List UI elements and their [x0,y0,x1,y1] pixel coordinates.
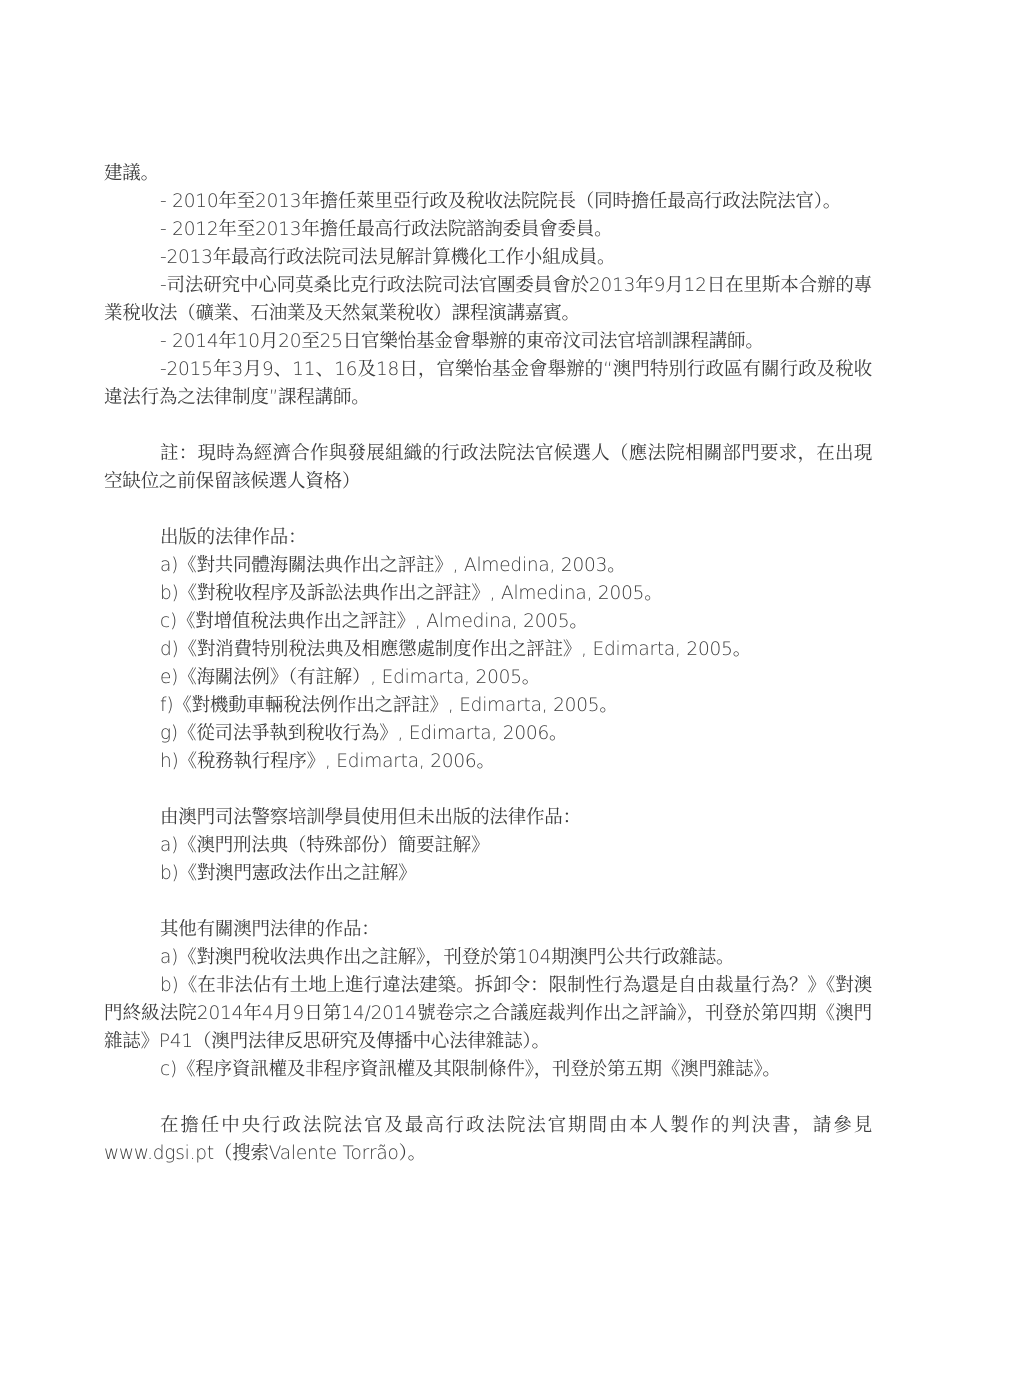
unpublished-heading: 由澳門司法警察培訓學員使用但未出版的法律作品： [160,807,581,828]
spacer [104,496,872,524]
spacer [104,888,872,916]
published-item: d)《對消費特別稅法典及相應懲處制度作出之評註》, Edimarta, 2005。 [160,639,751,660]
unpublished-item: a)《澳門刑法典（特殊部份）簡要註解》 [160,835,490,856]
published-item: b)《對稅收程序及訴訟法典作出之評註》, Almedina, 2005。 [160,583,663,604]
spacer [104,1084,872,1112]
published-heading: 出版的法律作品： [160,527,307,548]
continuation-text: 建議。 [104,163,159,184]
career-item: - 2012年至2013年擔任最高行政法院諮詢委員會委員。 [160,219,613,240]
document-page [104,160,872,1168]
published-item: e)《海關法例》（有註解）, Edimarta, 2005。 [160,667,541,688]
other-item: b)《在非法佔有土地上進行違法建築。拆卸令：限制性行為還是自由裁量行為？》《對澳門終級法院2014年4月9日第14/2014號卷宗之合議庭裁判作出之評論》，刊登於第四期《澳門雜誌》P41（澳門法律反思研究及傳播中心法律雜誌）。 [104,975,872,1052]
other-item: a)《對澳門稅收法典作出之註解》，刊登於第104期澳門公共行政雜誌。 [160,947,735,968]
published-item: f)《對機動車輛稅法例作出之評註》, Edimarta, 2005。 [160,695,618,716]
unpublished-item: b)《對澳門憲政法作出之註解》 [160,863,417,884]
career-item: -2013年最高行政法院司法見解計算機化工作小組成員。 [160,247,616,268]
spacer [104,412,872,440]
other-heading: 其他有關澳門法律的作品： [160,919,380,940]
published-item: c)《對增值稅法典作出之評註》, Almedina, 2005。 [160,611,588,632]
career-item: - 2014年10月20至25日官樂怡基金會舉辦的東帝汶司法官培訓課程講師。 [160,331,764,352]
other-item: c)《程序資訊權及非程序資訊權及其限制條件》，刊登於第五期《澳門雜誌》。 [160,1059,781,1080]
published-item: g)《從司法爭執到稅收行為》, Edimarta, 2006。 [160,723,568,744]
career-item: -司法研究中心同莫桑比克行政法院司法官團委員會於2013年9月12日在里斯本合辦的專業稅收法（礦業、石油業及天然氣業稅收）課程演講嘉賓。 [104,275,872,324]
published-item: a)《對共同體海關法典作出之評註》, Almedina, 2003。 [160,555,626,576]
closing-paragraph: 在擔任中央行政法院法官及最高行政法院法官期間由本人製作的判決書，請參見www.dgsi.pt（搜索Valente Torrão）。 [104,1115,872,1164]
spacer [104,776,872,804]
career-item: - 2010年至2013年擔任萊里亞行政及稅收法院院長（同時擔任最高行政法院法官）。 [160,191,842,212]
note-paragraph: 註：現時為經濟合作與發展組織的行政法院法官候選人（應法院相關部門要求，在出現空缺位之前保留該候選人資格） [104,443,872,492]
career-item: -2015年3月9、11、16及18日，官樂怡基金會舉辦的“澳門特別行政區有關行政及稅收違法行為之法律制度”課程講師。 [104,359,872,408]
published-item: h)《稅務執行程序》, Edimarta, 2006。 [160,751,495,772]
